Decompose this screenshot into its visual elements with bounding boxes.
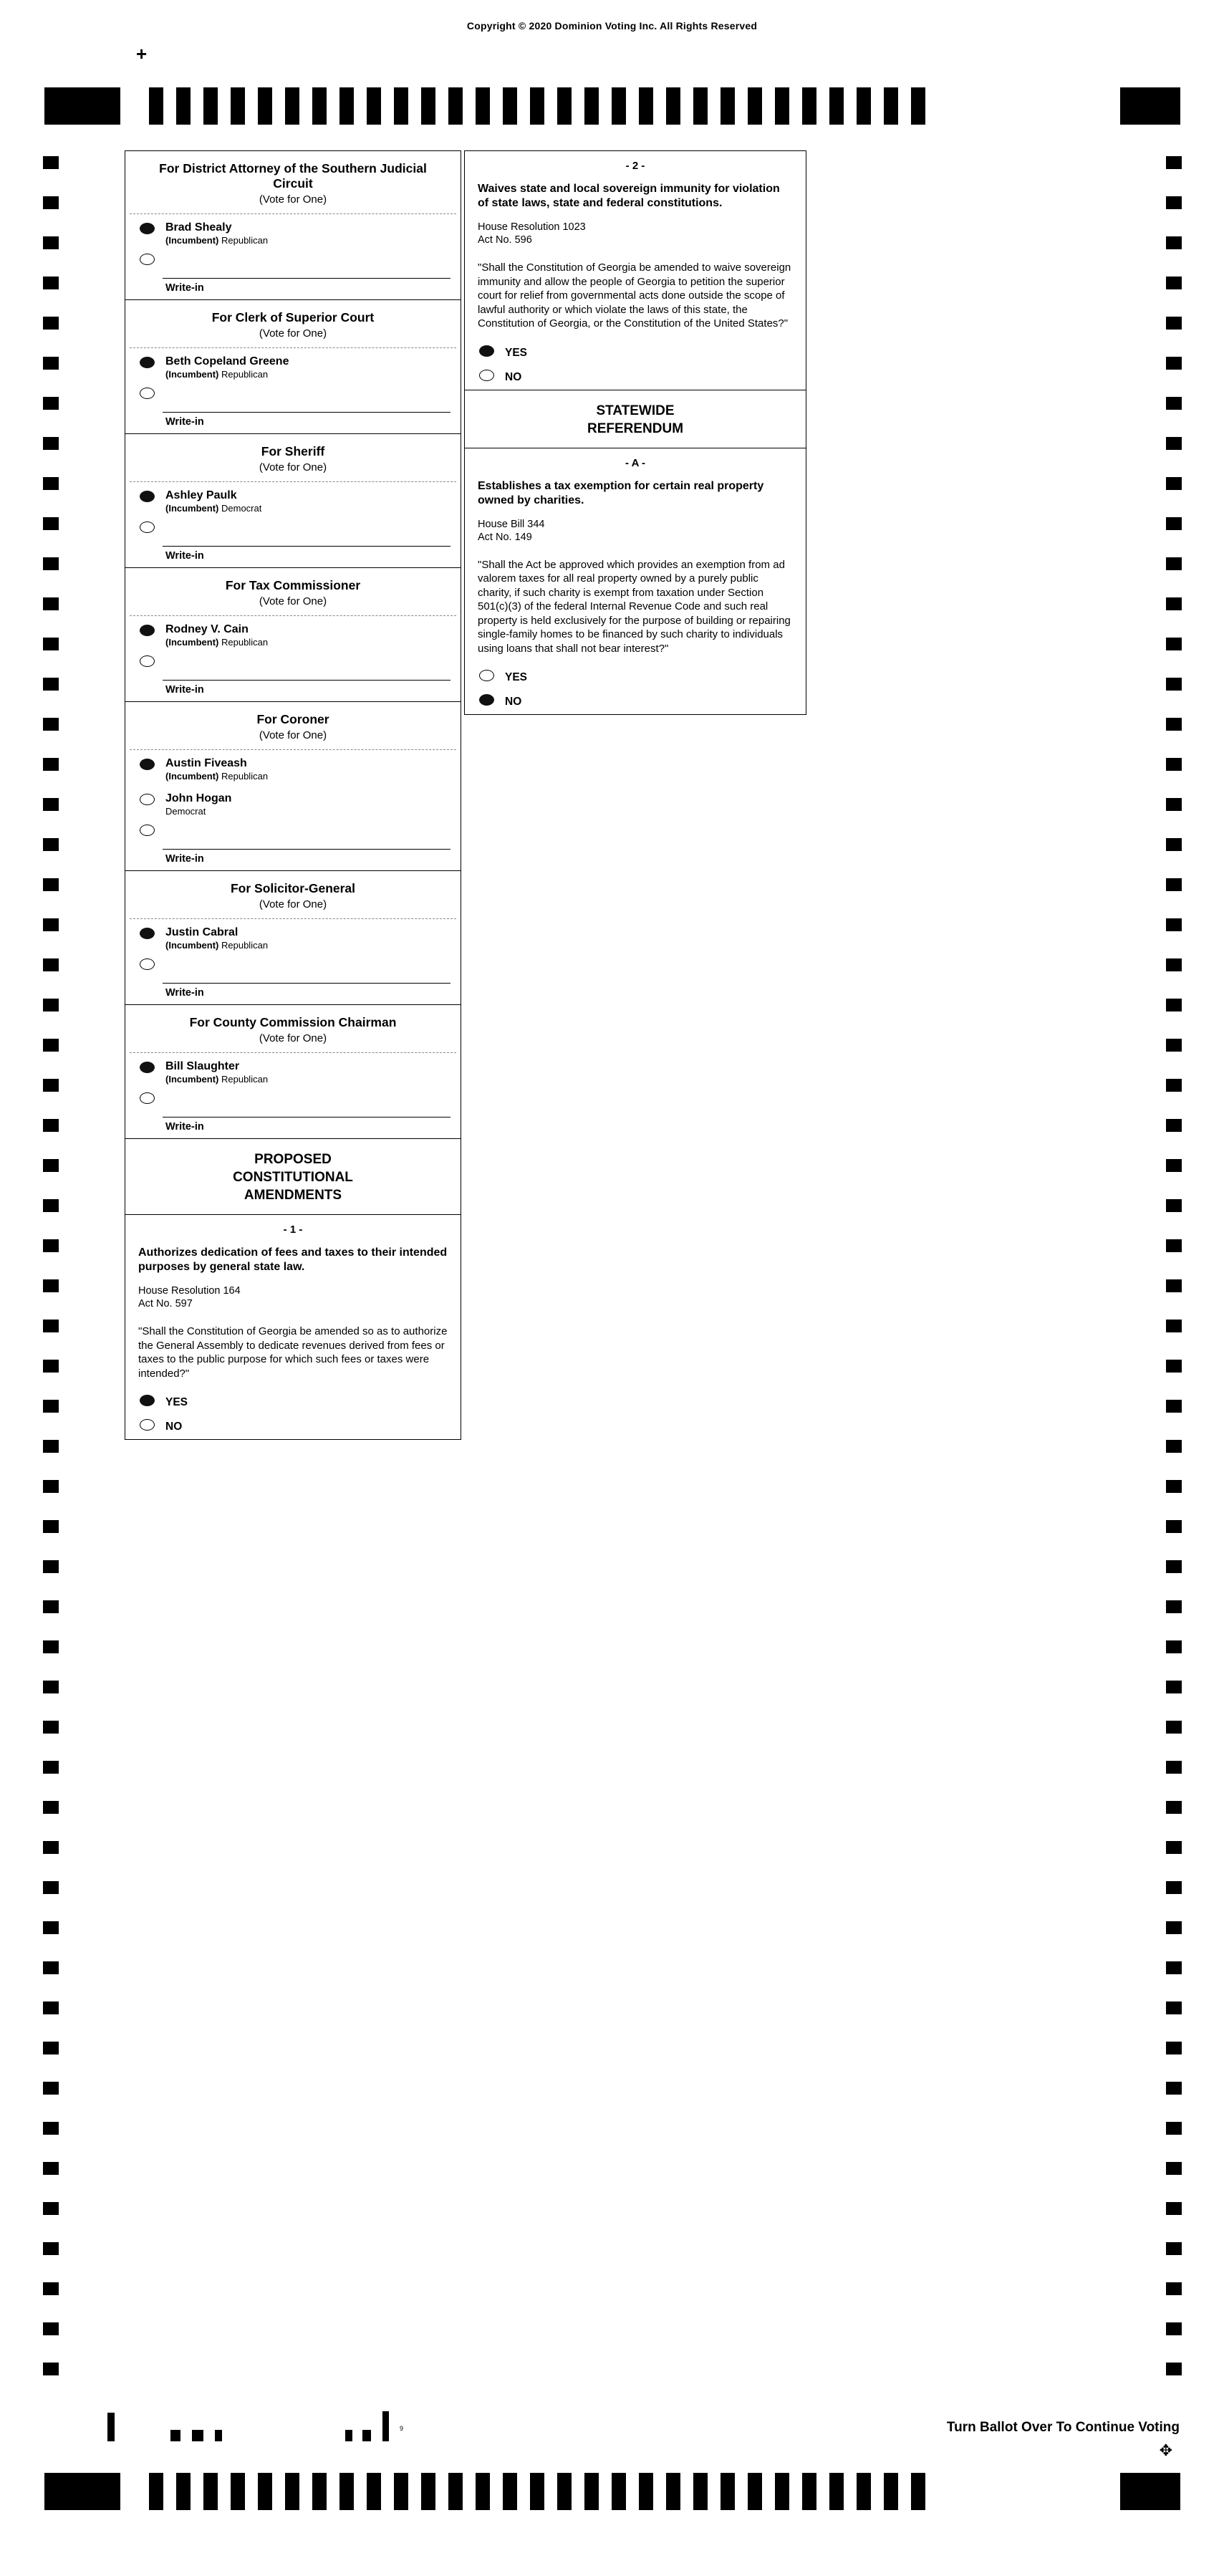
candidate-option[interactable] xyxy=(125,616,461,651)
contest-title: For Tax Commissioner xyxy=(225,578,361,592)
write-in-line xyxy=(163,278,450,279)
proposition-heading: PROPOSED CONSTITUTIONAL AMENDMENTS xyxy=(233,1152,353,1203)
contest-instruction: (Vote for One) xyxy=(259,898,327,910)
contest-instruction: (Vote for One) xyxy=(259,729,327,741)
contest-title: For Coroner xyxy=(256,712,329,726)
vote-oval[interactable] xyxy=(140,223,155,234)
proposition-option[interactable] xyxy=(465,690,806,714)
vote-oval[interactable] xyxy=(140,794,155,805)
write-in-option[interactable] xyxy=(125,383,461,433)
contest xyxy=(125,1005,461,1139)
vote-oval[interactable] xyxy=(140,1419,155,1431)
write-in-label: Write-in xyxy=(165,1121,204,1133)
contest xyxy=(125,434,461,568)
candidate-party: (Incumbent) Republican xyxy=(165,940,269,951)
vote-oval[interactable] xyxy=(140,491,155,502)
candidate-party: (Incumbent) Republican xyxy=(165,369,269,380)
proposition xyxy=(465,151,806,390)
candidate-option[interactable] xyxy=(125,1053,461,1088)
proposition-body: "Shall the Constitution of Georgia be amended to waive sovereign immunity and allow the people of Georgia to petition the superior court for relief from governmental acts done outside the scope of lawful authority or which violate the laws of this state, the Constitution of Georgia, or the Constitution of the United States?" xyxy=(478,261,791,330)
write-in-oval[interactable] xyxy=(140,655,155,667)
write-in-label: Write-in xyxy=(165,416,204,428)
proposition-option[interactable] xyxy=(465,665,806,690)
candidate-party: (Incumbent) Republican xyxy=(165,1074,269,1085)
contest xyxy=(125,702,461,871)
candidate-party: (Incumbent) Republican xyxy=(165,637,269,648)
contest-instruction: (Vote for One) xyxy=(259,193,327,206)
candidate-name: Beth Copeland Greene xyxy=(165,355,289,367)
stub-number: 9 xyxy=(400,2425,404,2432)
candidate-option[interactable] xyxy=(125,482,461,517)
write-in-line xyxy=(163,680,450,681)
contest xyxy=(125,568,461,702)
write-in-label: Write-in xyxy=(165,684,204,696)
write-in-line xyxy=(163,983,450,984)
proposition-body: "Shall the Constitution of Georgia be amended so as to authorize the General Assembly to dedicate revenues derived from fees or taxes to the public purpose for which such fees or taxes were intended?" xyxy=(138,1325,448,1380)
candidate-option[interactable] xyxy=(125,785,461,820)
write-in-line xyxy=(163,849,450,850)
write-in-line xyxy=(163,546,450,547)
candidate-name: Brad Shealy xyxy=(165,221,232,234)
registration-mark-top-left: + xyxy=(136,43,148,64)
copyright-notice: Copyright © 2020 Dominion Voting Inc. All Rights Reserved xyxy=(466,20,758,32)
proposition-reference: House Resolution 164 Act No. 597 xyxy=(138,1285,241,1309)
proposition-option-label: NO xyxy=(505,370,522,383)
vote-oval[interactable] xyxy=(140,928,155,939)
proposition-reference: House Resolution 1023 Act No. 596 xyxy=(478,221,586,246)
write-in-line xyxy=(163,412,450,413)
ballot-column-left xyxy=(125,150,461,1440)
proposition-option[interactable] xyxy=(125,1415,461,1439)
candidate-name: Ashley Paulk xyxy=(165,489,237,501)
vote-oval[interactable] xyxy=(140,1062,155,1073)
ballot-column-right xyxy=(464,150,806,715)
write-in-label: Write-in xyxy=(165,550,204,562)
proposition-number: - 2 - xyxy=(625,160,645,172)
turn-ballot-notice: Turn Ballot Over To Continue Voting xyxy=(946,2420,1180,2435)
contest xyxy=(125,151,461,300)
proposition-option[interactable] xyxy=(465,341,806,365)
contest-title: For Clerk of Superior Court xyxy=(211,310,375,325)
contest-title: For Solicitor-General xyxy=(230,881,356,895)
proposition-heading: STATEWIDE REFERENDUM xyxy=(587,403,684,436)
proposition-header xyxy=(125,1139,461,1215)
write-in-oval[interactable] xyxy=(140,254,155,265)
write-in-option[interactable] xyxy=(125,517,461,567)
candidate-option[interactable] xyxy=(125,348,461,383)
candidate-name: John Hogan xyxy=(165,792,232,804)
contest-title: For Sheriff xyxy=(261,444,325,458)
candidate-party: (Incumbent) Republican xyxy=(165,771,269,782)
turn-arrow-icon: ✥ xyxy=(1159,2441,1172,2459)
write-in-option[interactable] xyxy=(125,1088,461,1138)
vote-oval[interactable] xyxy=(479,370,494,381)
candidate-party: Democrat xyxy=(165,806,206,817)
write-in-option[interactable] xyxy=(125,820,461,870)
candidate-option[interactable] xyxy=(125,214,461,249)
proposition-summary: Establishes a tax exemption for certain real property owned by charities. xyxy=(478,479,764,506)
proposition-option-label: YES xyxy=(505,671,528,683)
write-in-label: Write-in xyxy=(165,853,204,865)
write-in-line xyxy=(163,1117,450,1118)
proposition-number: - A - xyxy=(625,456,646,469)
write-in-oval[interactable] xyxy=(140,388,155,399)
proposition-option-label: YES xyxy=(505,346,528,359)
contest xyxy=(125,871,461,1005)
write-in-oval[interactable] xyxy=(140,522,155,533)
proposition-option-label: NO xyxy=(165,1421,183,1433)
proposition-body: "Shall the Act be approved which provides an exemption from ad valorem taxes for all real property owned by a purely public charity, if such charity is exempt from taxation under Section 501(c)(3) of the federal Internal Revenue Code and such real property is held exclusively for the purpose of building or repairing single-family homes to be financed by such charity to individuals using loans that shall not bear interest?" xyxy=(478,558,791,655)
vote-oval[interactable] xyxy=(140,625,155,636)
proposition-header xyxy=(465,390,806,448)
candidate-name: Bill Slaughter xyxy=(165,1060,240,1072)
candidate-name: Justin Cabral xyxy=(165,926,238,938)
contest-instruction: (Vote for One) xyxy=(259,461,327,474)
candidate-name: Rodney V. Cain xyxy=(165,623,249,635)
write-in-oval[interactable] xyxy=(140,825,155,836)
contest-instruction: (Vote for One) xyxy=(259,327,327,340)
vote-oval[interactable] xyxy=(140,1395,155,1406)
candidate-option[interactable] xyxy=(125,919,461,954)
proposition-summary: Waives state and local sovereign immunity for violation of state laws, state and federal constitutions. xyxy=(478,183,780,209)
candidate-party: (Incumbent) Democrat xyxy=(165,503,262,514)
vote-oval[interactable] xyxy=(140,759,155,770)
write-in-option[interactable] xyxy=(125,651,461,701)
proposition-summary: Authorizes dedication of fees and taxes to their intended purposes by general state law. xyxy=(138,1246,448,1273)
vote-oval[interactable] xyxy=(479,694,494,706)
contest-instruction: (Vote for One) xyxy=(259,595,327,607)
vote-oval[interactable] xyxy=(479,670,494,681)
proposition-reference: House Bill 344 Act No. 149 xyxy=(478,518,545,543)
proposition xyxy=(465,448,806,715)
proposition-option[interactable] xyxy=(465,365,806,390)
write-in-oval[interactable] xyxy=(140,958,155,970)
write-in-option[interactable] xyxy=(125,954,461,1004)
vote-oval[interactable] xyxy=(140,357,155,368)
proposition xyxy=(125,1215,461,1439)
candidate-party: (Incumbent) Republican xyxy=(165,235,269,246)
vote-oval[interactable] xyxy=(479,345,494,357)
write-in-option[interactable] xyxy=(125,249,461,299)
candidate-option[interactable] xyxy=(125,750,461,785)
write-in-oval[interactable] xyxy=(140,1092,155,1104)
contest xyxy=(125,300,461,434)
candidate-name: Austin Fiveash xyxy=(165,757,247,769)
contest-title: For County Commission Chairman xyxy=(189,1015,397,1029)
proposition-option[interactable] xyxy=(125,1390,461,1415)
contest-instruction: (Vote for One) xyxy=(259,1032,327,1044)
proposition-number: - 1 - xyxy=(283,1224,303,1236)
write-in-label: Write-in xyxy=(165,282,204,294)
proposition-option-label: NO xyxy=(505,696,522,708)
proposition-option-label: YES xyxy=(165,1396,188,1408)
contest-title: For District Attorney of the Southern Judicial Circuit xyxy=(159,161,427,191)
write-in-label: Write-in xyxy=(165,987,204,999)
